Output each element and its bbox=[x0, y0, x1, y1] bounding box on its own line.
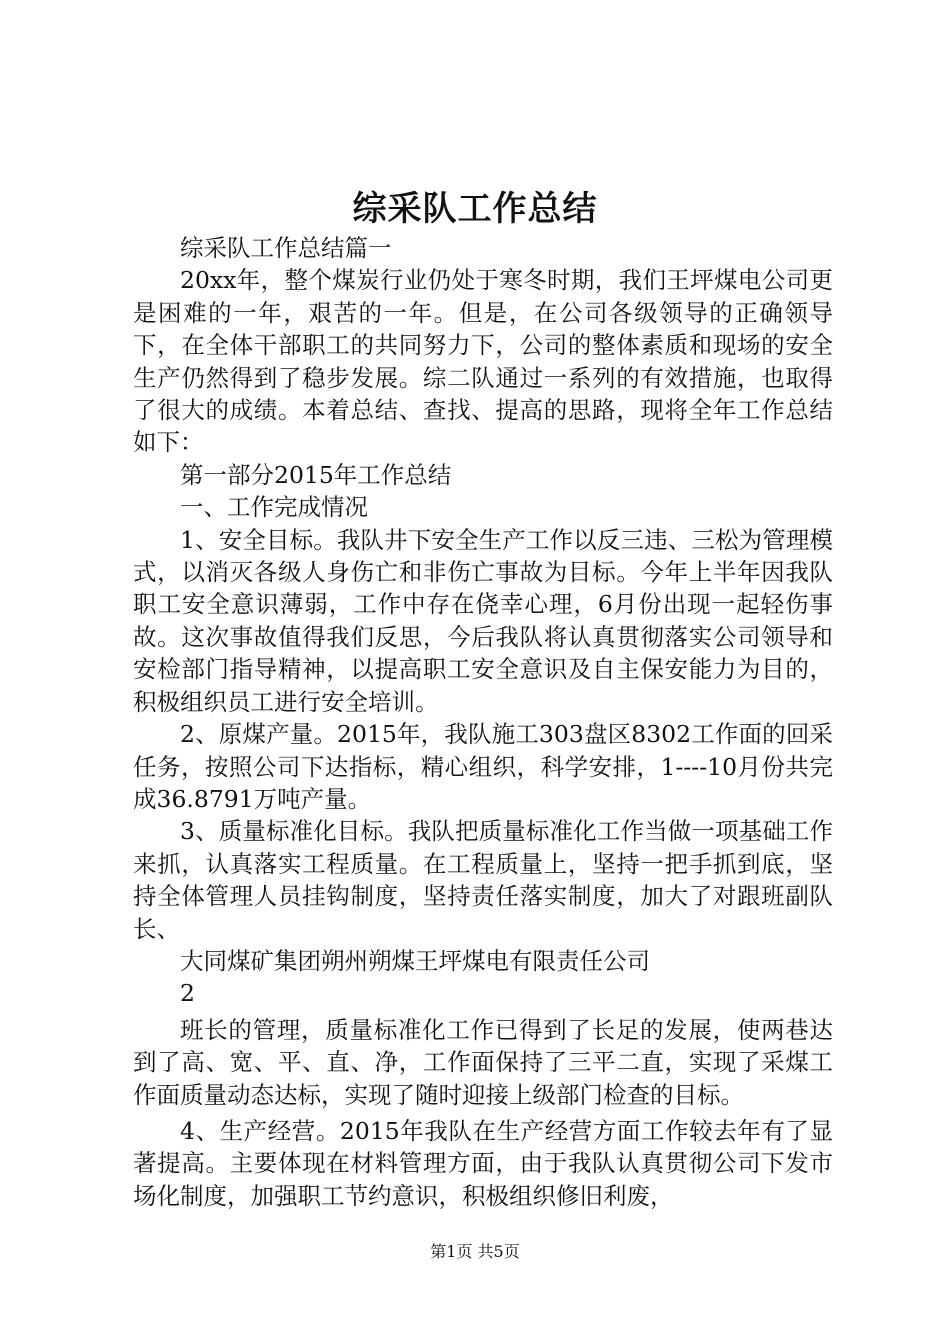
operations-paragraph: 4、生产经营。2015年我队在生产经营方面工作较去年有了显著提高。主要体现在材料管理方面，由于我队认真贯彻公司下发市场化制度，加强职工节约意识，积极组织修旧利废， bbox=[133, 1116, 833, 1210]
management-paragraph: 班长的管理，质量标准化工作已得到了长足的发展，使两巷达到了高、宽、平、直、净，工作面保持了三平二直，实现了采煤工作面质量动态达标，实现了随时迎接上级部门检查的目标。 bbox=[133, 1015, 833, 1109]
quality-paragraph: 3、质量标准化目标。我队把质量标准化工作当做一项基础工作来抓，认真落实工程质量。在工程质量上，坚持一把手抓到底，坚持全体管理人员挂钩制度，坚持责任落实制度，加大了对跟班副队长、 bbox=[133, 817, 833, 943]
page-footer: 第1页 共5页 bbox=[430, 1242, 520, 1261]
section-heading: 综采队工作总结篇一 bbox=[180, 234, 392, 262]
document-body bbox=[133, 232, 833, 1212]
company-name-line: 大同煤矿集团朔州朔煤王坪煤电有限责任公司 bbox=[180, 946, 650, 975]
page-number-line: 2 bbox=[180, 979, 195, 1008]
safety-paragraph: 1、安全目标。我队井下安全生产工作以反三违、三松为管理模式，以消灭各级人身伤亡和非伤亡事故为目标。今年上半年因我队职工安全意识薄弱，工作中存在侥幸心理，6月份出现一起轻伤事故。这次事故值得我们反思，今后我队将认真贯彻落实公司领导和安检部门指导精神，以提高职工安全意识及自主保安能力为目的，积极组织员工进行安全培训。 bbox=[133, 525, 833, 716]
subsection-heading: 一、工作完成情况 bbox=[180, 493, 368, 522]
document-title: 综采队工作总结 bbox=[352, 189, 598, 229]
intro-paragraph: 20xx年，整个煤炭行业仍处于寒冬时期，我们王坪煤电公司更是困难的一年，艰苦的一年。但是，在公司各级领导的正确领导下，在全体干部职工的共同努力下，公司的整体素质和现场的安全生产仍然得到了稳步发展。综二队通过一系列的有效措施，也取得了很大的成绩。本着总结、查找、提高的思路，现将全年工作总结如下： bbox=[133, 266, 833, 457]
output-paragraph: 2、原煤产量。2015年，我队施工303盘区8302工作面的回采任务，按照公司下达指标，精心组织，科学安排，1----10月份共完成36.8791万吨产量。 bbox=[133, 720, 833, 813]
part-heading: 第一部分2015年工作总结 bbox=[180, 460, 452, 489]
